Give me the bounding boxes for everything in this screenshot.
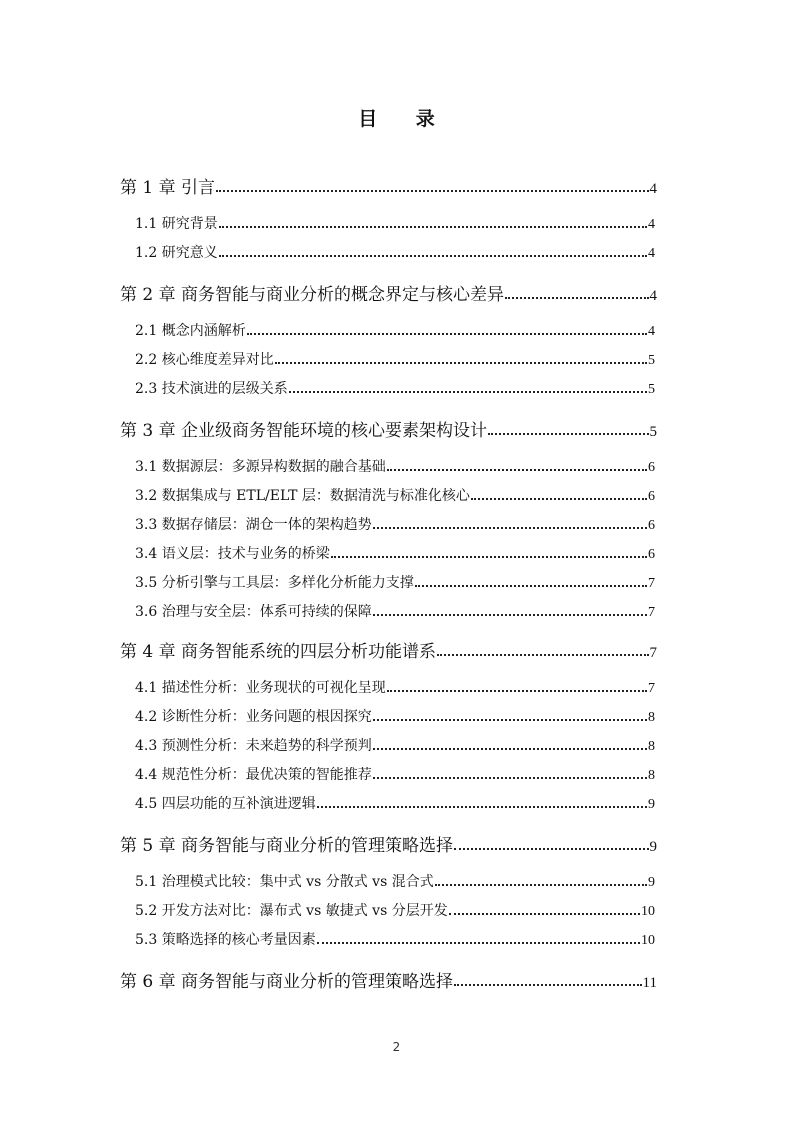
- toc-chapter-entry[interactable]: [120, 280, 657, 305]
- dot-leader: [317, 806, 647, 808]
- toc-entry-label: 5.2 开发方法对比：瀑布式 vs 敏捷式 vs 分层开发: [135, 903, 448, 919]
- toc-entry-page-number: 7: [649, 645, 657, 661]
- toc-section-entry[interactable]: [135, 706, 655, 726]
- toc-entry-page-number: 7: [648, 605, 655, 620]
- toc-entry-page-number: 4: [649, 288, 657, 304]
- toc-entry-label: 第 6 章 商务智能与商业分析的管理策略选择: [120, 972, 454, 992]
- toc-entry-label: 4.4 规范性分析：最优决策的智能推荐: [135, 767, 372, 783]
- toc-entry-page-number: 6: [648, 460, 655, 475]
- toc-entry-page-number: 6: [648, 518, 655, 533]
- page-number: 2: [392, 1040, 401, 1054]
- dot-leader: [289, 391, 647, 393]
- toc-entry-page-number: 4: [649, 181, 657, 197]
- toc-section-entry[interactable]: [135, 543, 655, 563]
- dot-leader: [387, 690, 647, 692]
- toc-section-entry[interactable]: [135, 929, 655, 949]
- toc-section-entry[interactable]: [135, 242, 655, 262]
- toc-entry-page-number: 11: [642, 975, 657, 991]
- dot-leader: [454, 848, 648, 850]
- toc-title: 目 录: [358, 108, 451, 130]
- toc-entry-page-number: 9: [649, 839, 657, 855]
- toc-entry-page-number: 7: [648, 576, 655, 591]
- toc-section-entry[interactable]: [135, 677, 655, 697]
- toc-entry-page-number: 8: [648, 710, 655, 725]
- toc-entry-label: 5.3 策略选择的核心考量因素: [135, 932, 316, 948]
- toc-section-entry[interactable]: [135, 871, 655, 891]
- toc-section-entry[interactable]: [135, 456, 655, 476]
- toc-entry-label: 3.6 治理与安全层：体系可持续的保障: [135, 604, 372, 620]
- toc-section-entry[interactable]: [135, 900, 655, 920]
- toc-entry-page-number: 10: [641, 933, 655, 948]
- dot-leader: [454, 984, 642, 986]
- toc-entry-label: 1.2 研究意义: [135, 245, 218, 261]
- dot-leader: [471, 498, 647, 500]
- toc-entry-page-number: 5: [649, 424, 657, 440]
- dot-leader: [449, 913, 640, 915]
- toc-entry-page-number: 5: [648, 353, 655, 368]
- toc-entry-label: 第 5 章 商务智能与商业分析的管理策略选择: [120, 836, 454, 856]
- toc-entry-page-number: 8: [648, 739, 655, 754]
- toc-entry-label: 3.2 数据集成与 ETL/ELT 层：数据清洗与标准化核心: [135, 488, 470, 504]
- toc-chapter-entry[interactable]: [120, 173, 657, 198]
- dot-leader: [219, 226, 647, 228]
- toc-entry-label: 3.1 数据源层：多源异构数据的融合基础: [135, 459, 386, 475]
- toc-entry-page-number: 4: [648, 324, 655, 339]
- toc-section-entry[interactable]: [135, 213, 655, 233]
- toc-entry-label: 2.2 核心维度差异对比: [135, 352, 274, 368]
- toc-section-entry[interactable]: [135, 572, 655, 592]
- dot-leader: [373, 719, 647, 721]
- toc-entry-page-number: 9: [648, 875, 655, 890]
- toc-entry-page-number: 10: [641, 904, 655, 919]
- dot-leader: [505, 297, 648, 299]
- dot-leader: [488, 433, 648, 435]
- toc-entry-label: 第 2 章 商务智能与商业分析的概念界定与核心差异: [120, 285, 505, 305]
- toc-entry-page-number: 4: [648, 217, 655, 232]
- toc-section-entry[interactable]: [135, 735, 655, 755]
- toc-entry-label: 第 3 章 企业级商务智能环境的核心要素架构设计: [120, 421, 488, 441]
- toc-entry-label: 3.3 数据存储层：湖仓一体的架构趋势: [135, 517, 372, 533]
- toc-entry-label: 1.1 研究背景: [135, 216, 218, 232]
- dot-leader: [373, 614, 647, 616]
- dot-leader: [373, 748, 647, 750]
- toc-entry-label: 4.2 诊断性分析：业务问题的根因探究: [135, 709, 372, 725]
- toc-section-entry[interactable]: [135, 764, 655, 784]
- toc-entry-label: 4.3 预测性分析：未来趋势的科学预判: [135, 738, 372, 754]
- toc-chapter-entry[interactable]: [120, 967, 657, 992]
- toc-section-entry[interactable]: [135, 601, 655, 621]
- toc-entry-label: 第 4 章 商务智能系统的四层分析功能谱系: [120, 642, 437, 662]
- dot-leader: [275, 362, 647, 364]
- toc-entry-label: 4.5 四层功能的互补演进逻辑: [135, 796, 316, 812]
- toc-section-entry[interactable]: [135, 349, 655, 369]
- toc-entry-label: 5.1 治理模式比较：集中式 vs 分散式 vs 混合式: [135, 874, 434, 890]
- toc-chapter-entry[interactable]: [120, 637, 657, 662]
- dot-leader: [331, 556, 647, 558]
- toc-entry-page-number: 4: [648, 246, 655, 261]
- toc-chapter-entry[interactable]: [120, 416, 657, 441]
- toc-entry-page-number: 9: [648, 797, 655, 812]
- dot-leader: [387, 469, 647, 471]
- toc-entry-page-number: 6: [648, 489, 655, 504]
- dot-leader: [373, 527, 647, 529]
- toc-entry-page-number: 6: [648, 547, 655, 562]
- toc-section-entry[interactable]: [135, 485, 655, 505]
- toc-section-entry[interactable]: [135, 320, 655, 340]
- toc-entry-page-number: 8: [648, 768, 655, 783]
- dot-leader: [247, 333, 647, 335]
- toc-section-entry[interactable]: [135, 378, 655, 398]
- dot-leader: [373, 777, 647, 779]
- toc-entry-page-number: 5: [648, 382, 655, 397]
- toc-entry-label: 3.5 分析引擎与工具层：多样化分析能力支撑: [135, 575, 414, 591]
- dot-leader: [216, 190, 648, 192]
- toc-entry-page-number: 7: [648, 681, 655, 696]
- toc-section-entry[interactable]: [135, 514, 655, 534]
- toc-entry-label: 2.1 概念内涵解析: [135, 323, 246, 339]
- dot-leader: [219, 255, 647, 257]
- toc-entry-label: 4.1 描述性分析：业务现状的可视化呈现: [135, 680, 386, 696]
- dot-leader: [317, 942, 640, 944]
- dot-leader: [437, 654, 648, 656]
- dot-leader: [435, 884, 647, 886]
- toc-chapter-entry[interactable]: [120, 831, 657, 856]
- toc-entry-label: 3.4 语义层：技术与业务的桥梁: [135, 546, 330, 562]
- dot-leader: [415, 585, 647, 587]
- toc-entry-label: 2.3 技术演进的层级关系: [135, 381, 288, 397]
- toc-entry-label: 第 1 章 引言: [120, 178, 216, 198]
- toc-section-entry[interactable]: [135, 793, 655, 813]
